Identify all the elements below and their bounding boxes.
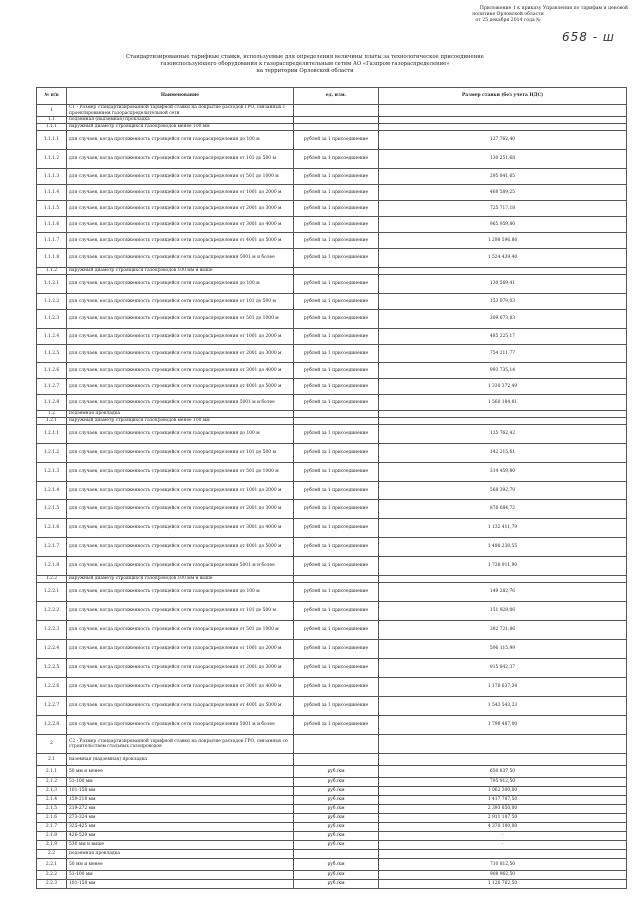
row-rate: 725 717,18 bbox=[379, 201, 627, 217]
table-row bbox=[37, 659, 627, 678]
row-unit: рублей за 1 присоединение bbox=[294, 379, 379, 395]
row-name: для случаев, когда протяженность строящейся сети газораспределения от 2001 до 3000 м bbox=[67, 345, 294, 363]
table-row bbox=[37, 576, 627, 583]
row-number: 2.1.5 bbox=[37, 805, 67, 814]
table-row bbox=[37, 395, 627, 411]
row-name: подземная (надземная) прокладка bbox=[67, 117, 294, 124]
row-rate: 795 912,50 bbox=[379, 778, 627, 787]
row-rate: 1 126 762,50 bbox=[379, 880, 627, 889]
row-rate: - bbox=[379, 832, 627, 841]
row-rate: 4 370 100,00 bbox=[379, 823, 627, 832]
row-number: 1.2.1 bbox=[37, 418, 67, 425]
table-row bbox=[37, 735, 627, 754]
table-row bbox=[37, 411, 627, 418]
row-number: 1.2.1.1 bbox=[37, 425, 67, 444]
row-name: 50 мм и менее bbox=[67, 859, 294, 871]
row-name: 325-425 мм bbox=[67, 823, 294, 832]
row-rate: 151 928,06 bbox=[379, 602, 627, 621]
row-unit: рублей за 1 присоединение bbox=[294, 169, 379, 185]
row-name: 159-218 мм bbox=[67, 796, 294, 805]
row-unit bbox=[294, 268, 379, 275]
row-name: для случаев, когда протяженность строящейся сети газораспределения до 100 м bbox=[67, 583, 294, 602]
table-body bbox=[37, 105, 627, 889]
row-unit: рублей за 1 присоединение bbox=[294, 678, 379, 697]
row-unit: рублей за 1 присоединение bbox=[294, 425, 379, 444]
table-row bbox=[37, 538, 627, 557]
row-number: 1.1.1.5 bbox=[37, 201, 67, 217]
row-number: 1.2.2.7 bbox=[37, 697, 67, 716]
row-unit: рублей за 1 присоединение bbox=[294, 716, 379, 735]
row-rate: 295 841,65 bbox=[379, 169, 627, 185]
column-header-unit: ед. изм. bbox=[294, 88, 379, 105]
row-number: 1.1.1.2 bbox=[37, 150, 67, 169]
column-header-name: Наименование bbox=[67, 88, 294, 105]
row-name: для случаев, когда протяженность строящейся сети газораспределения от 2001 до 3000 м bbox=[67, 201, 294, 217]
row-unit bbox=[294, 411, 379, 418]
row-number: 1.1.1.4 bbox=[37, 185, 67, 201]
row-name: наружный диаметр строящихся газопроводов менее 100 мм bbox=[67, 124, 294, 131]
row-name: 51-100 мм bbox=[67, 778, 294, 787]
table-row bbox=[37, 602, 627, 621]
row-number: 1.1.2.2 bbox=[37, 294, 67, 310]
table-row bbox=[37, 329, 627, 345]
table-header-row bbox=[37, 88, 627, 105]
table-row bbox=[37, 379, 627, 395]
row-name: 530 мм и выше bbox=[67, 841, 294, 850]
row-number: 2.1.6 bbox=[37, 814, 67, 823]
row-rate: 382 721,86 bbox=[379, 621, 627, 640]
row-unit: рублей за 1 присоединение bbox=[294, 275, 379, 294]
row-name: для случаев, когда протяженность строящейся сети газораспределения от 2001 до 3000 м bbox=[67, 500, 294, 519]
row-number: 1.2 bbox=[37, 411, 67, 418]
table-row bbox=[37, 766, 627, 778]
row-unit: рублей за 1 присоединение bbox=[294, 538, 379, 557]
handwritten-number: 658 - ш bbox=[562, 30, 615, 44]
row-number: 1.2.2.4 bbox=[37, 640, 67, 659]
row-number: 1.2.2 bbox=[37, 576, 67, 583]
row-number: 1.1.1.6 bbox=[37, 217, 67, 233]
row-number: 2.1.8 bbox=[37, 832, 67, 841]
table-row bbox=[37, 249, 627, 268]
row-unit: рублей за 1 присоединение bbox=[294, 482, 379, 500]
row-rate bbox=[379, 124, 627, 131]
row-name: С2 - Размер стандартизированной тарифной ставки на покрытие расходов ГРО, связанных со строительством стальных газопроводов bbox=[67, 735, 294, 754]
row-unit: руб./км bbox=[294, 814, 379, 823]
row-number: 1.1.2.5 bbox=[37, 345, 67, 363]
row-rate: 908 962,50 bbox=[379, 871, 627, 880]
table-row bbox=[37, 275, 627, 294]
row-rate: 650 837,50 bbox=[379, 766, 627, 778]
column-header-number: № п/п bbox=[37, 88, 67, 105]
row-unit bbox=[294, 754, 379, 766]
row-number: 1.2.1.3 bbox=[37, 463, 67, 482]
title-line-1: Стандартизированные тарифные ставки, используемые для определения величины платы за технологическое присоединение bbox=[126, 54, 484, 60]
row-name: для случаев, когда протяженность строящейся сети газораспределения от 101 до 500 м bbox=[67, 444, 294, 463]
row-name: для случаев, когда протяженность строящейся сети газораспределения до 100 м bbox=[67, 131, 294, 150]
table-row bbox=[37, 500, 627, 519]
row-rate bbox=[379, 117, 627, 124]
row-rate: 125 762,42 bbox=[379, 425, 627, 444]
row-rate: 1 178 637,34 bbox=[379, 678, 627, 697]
row-number: 1.2.1.2 bbox=[37, 444, 67, 463]
row-unit: рублей за 1 присоединение bbox=[294, 185, 379, 201]
row-unit: рублей за 1 присоединение bbox=[294, 310, 379, 329]
row-rate bbox=[379, 850, 627, 859]
row-name: для случаев, когда протяженность строящейся сети газораспределения 5001 м и более bbox=[67, 395, 294, 411]
row-unit bbox=[294, 576, 379, 583]
row-name: подземная прокладка bbox=[67, 411, 294, 418]
table-row bbox=[37, 150, 627, 169]
row-name: для случаев, когда протяженность строящейся сети газораспределения 5001 м и более bbox=[67, 557, 294, 576]
row-unit: руб./км bbox=[294, 880, 379, 889]
table-row bbox=[37, 463, 627, 482]
row-rate: 1 490 230,55 bbox=[379, 538, 627, 557]
row-rate: 153 079,03 bbox=[379, 294, 627, 310]
row-unit: руб./км bbox=[294, 823, 379, 832]
row-unit bbox=[294, 105, 379, 117]
table-row bbox=[37, 201, 627, 217]
row-rate: 1 417 787,50 bbox=[379, 796, 627, 805]
row-name: для случаев, когда протяженность строящейся сети газораспределения до 100 м bbox=[67, 425, 294, 444]
row-unit: рублей за 1 присоединение bbox=[294, 294, 379, 310]
table-row bbox=[37, 640, 627, 659]
row-number: 2 bbox=[37, 735, 67, 754]
table-row bbox=[37, 131, 627, 150]
row-number: 1.1.2.6 bbox=[37, 363, 67, 379]
row-name: 101-158 мм bbox=[67, 787, 294, 796]
row-rate: 596 115,99 bbox=[379, 640, 627, 659]
row-unit: рублей за 1 присоединение bbox=[294, 363, 379, 379]
row-number: 1.1.1 bbox=[37, 124, 67, 131]
table-row bbox=[37, 363, 627, 379]
row-number: 1.2.2.2 bbox=[37, 602, 67, 621]
row-rate: 142 215,61 bbox=[379, 444, 627, 463]
row-rate: 1 798 487,00 bbox=[379, 716, 627, 735]
header-line-2: политике Орловской области bbox=[472, 12, 544, 18]
row-name: для случаев, когда протяженность строящейся сети газораспределения от 1001 до 2000 м bbox=[67, 329, 294, 345]
row-number: 2.1.3 bbox=[37, 787, 67, 796]
row-number: 1 bbox=[37, 105, 67, 117]
table-row bbox=[37, 823, 627, 832]
row-name: 51-100 мм bbox=[67, 871, 294, 880]
row-rate: 1 330 372,49 bbox=[379, 379, 627, 395]
table-row bbox=[37, 310, 627, 329]
row-name: для случаев, когда протяженность строящейся сети газораспределения от 501 до 1000 м bbox=[67, 169, 294, 185]
table-row bbox=[37, 678, 627, 697]
row-rate bbox=[379, 418, 627, 425]
row-number: 1.2.2.1 bbox=[37, 583, 67, 602]
row-number: 2.1.7 bbox=[37, 823, 67, 832]
row-unit: рублей за 1 присоединение bbox=[294, 602, 379, 621]
row-number: 2.1 bbox=[37, 754, 67, 766]
row-rate: 2 911 187,50 bbox=[379, 814, 627, 823]
table-row bbox=[37, 345, 627, 363]
row-name: для случаев, когда протяженность строящейся сети газораспределения от 3001 до 4000 м bbox=[67, 678, 294, 697]
row-unit: руб./км bbox=[294, 796, 379, 805]
row-rate: 1 560 184,81 bbox=[379, 395, 627, 411]
row-unit bbox=[294, 117, 379, 124]
row-unit: руб./км bbox=[294, 832, 379, 841]
table-row bbox=[37, 754, 627, 766]
rates-table bbox=[36, 87, 627, 889]
row-rate: 149 282,76 bbox=[379, 583, 627, 602]
row-rate: 1 543 543,23 bbox=[379, 697, 627, 716]
row-number: 2.2.2 bbox=[37, 871, 67, 880]
row-number: 1.1.2.8 bbox=[37, 395, 67, 411]
row-number: 2.2.1 bbox=[37, 859, 67, 871]
row-name: для случаев, когда протяженность строящейся сети газораспределения от 501 до 1000 м bbox=[67, 463, 294, 482]
table-row bbox=[37, 621, 627, 640]
table-row bbox=[37, 787, 627, 796]
row-unit: руб./км bbox=[294, 859, 379, 871]
row-unit: рублей за 1 присоединение bbox=[294, 519, 379, 538]
header-line-1: Приложение 1 к приказу Управления по тарифам и ценовой bbox=[479, 6, 628, 11]
table-row bbox=[37, 418, 627, 425]
row-name: для случаев, когда протяженность строящейся сети газораспределения от 501 до 1000 м bbox=[67, 310, 294, 329]
table-row bbox=[37, 557, 627, 576]
row-name: для случаев, когда протяженность строящейся сети газораспределения от 1001 до 2000 м bbox=[67, 640, 294, 659]
row-number: 1.2.2.8 bbox=[37, 716, 67, 735]
row-number: 1.2.2.6 bbox=[37, 678, 67, 697]
row-name: для случаев, когда протяженность строящейся сети газораспределения от 3001 до 4000 м bbox=[67, 519, 294, 538]
document-title bbox=[70, 54, 540, 76]
row-rate: 993 735,14 bbox=[379, 363, 627, 379]
row-unit: рублей за 1 присоединение bbox=[294, 233, 379, 249]
row-name: для случаев, когда протяженность строящейся сети газораспределения от 501 до 1000 м bbox=[67, 621, 294, 640]
row-name: для случаев, когда протяженность строящейся сети газораспределения от 101 до 500 м bbox=[67, 602, 294, 621]
row-unit: рублей за 1 присоединение bbox=[294, 249, 379, 268]
row-number: 1.2.1.7 bbox=[37, 538, 67, 557]
row-unit: рублей за 1 присоединение bbox=[294, 621, 379, 640]
table-row bbox=[37, 841, 627, 850]
row-unit: рублей за 1 присоединение bbox=[294, 463, 379, 482]
row-name: для случаев, когда протяженность строящейся сети газораспределения от 4001 до 5000 м bbox=[67, 379, 294, 395]
table-row bbox=[37, 124, 627, 131]
row-unit: руб./км bbox=[294, 871, 379, 880]
row-name: наружный диаметр строящихся газопроводов менее 100 мм bbox=[67, 418, 294, 425]
row-unit: рублей за 1 присоединение bbox=[294, 395, 379, 411]
row-number: 1.1.2.7 bbox=[37, 379, 67, 395]
row-number: 1.1.1.3 bbox=[37, 169, 67, 185]
table-row bbox=[37, 859, 627, 871]
table-row bbox=[37, 482, 627, 500]
table-row bbox=[37, 444, 627, 463]
row-number: 1.1.2.3 bbox=[37, 310, 67, 329]
row-unit: рублей за 1 присоединение bbox=[294, 500, 379, 519]
table-row bbox=[37, 519, 627, 538]
row-rate: - bbox=[379, 841, 627, 850]
row-name: для случаев, когда протяженность строящейся сети газораспределения от 4001 до 5000 м bbox=[67, 697, 294, 716]
table-row bbox=[37, 850, 627, 859]
row-unit: руб./км bbox=[294, 787, 379, 796]
row-name: для случаев, когда протяженность строящейся сети газораспределения от 3001 до 4000 м bbox=[67, 217, 294, 233]
row-name: для случаев, когда протяженность строящейся сети газораспределения от 101 до 500 м bbox=[67, 150, 294, 169]
row-rate: 468 589,25 bbox=[379, 185, 627, 201]
row-rate: 1 062 300,00 bbox=[379, 787, 627, 796]
table-row bbox=[37, 796, 627, 805]
row-number: 2.1.4 bbox=[37, 796, 67, 805]
table-row bbox=[37, 233, 627, 249]
row-name: 426-529 мм bbox=[67, 832, 294, 841]
table-row bbox=[37, 814, 627, 823]
table-row bbox=[37, 268, 627, 275]
row-name: 219-272 мм bbox=[67, 805, 294, 814]
row-number: 1.1.1.7 bbox=[37, 233, 67, 249]
row-number: 1.1.1.8 bbox=[37, 249, 67, 268]
row-unit: рублей за 1 присоединение bbox=[294, 640, 379, 659]
row-rate: 485 225,17 bbox=[379, 329, 627, 345]
row-number: 1.2.2.5 bbox=[37, 659, 67, 678]
row-rate bbox=[379, 754, 627, 766]
row-number: 1.2.1.4 bbox=[37, 482, 67, 500]
row-rate: 1 298 596,86 bbox=[379, 233, 627, 249]
row-name: 273-324 мм bbox=[67, 814, 294, 823]
table-row bbox=[37, 294, 627, 310]
row-unit bbox=[294, 735, 379, 754]
row-rate bbox=[379, 576, 627, 583]
row-name: С1 - Размер стандартизированной тарифной ставки на покрытие расходов ГРО, связанных с проектированием газораспределительной сети bbox=[67, 105, 294, 117]
row-number: 1.1.2 bbox=[37, 268, 67, 275]
row-unit bbox=[294, 124, 379, 131]
row-name: наземная (надземная) прокладка bbox=[67, 754, 294, 766]
row-unit: рублей за 1 присоединение bbox=[294, 659, 379, 678]
row-name: наружный диаметр строящихся газопроводов 100 мм и выше bbox=[67, 268, 294, 275]
row-rate: 1 738 911,90 bbox=[379, 557, 627, 576]
title-line-3: на территории Орловской области bbox=[256, 68, 354, 75]
row-number: 2.1.2 bbox=[37, 778, 67, 787]
row-name: для случаев, когда протяженность строящейся сети газораспределения до 100 м bbox=[67, 275, 294, 294]
row-rate: 309 673,83 bbox=[379, 310, 627, 329]
row-rate bbox=[379, 268, 627, 275]
table-row bbox=[37, 117, 627, 124]
row-name: для случаев, когда протяженность строящейся сети газораспределения от 1001 до 2000 м bbox=[67, 482, 294, 500]
row-rate bbox=[379, 411, 627, 418]
row-number: 1.1.2.1 bbox=[37, 275, 67, 294]
row-rate: 876 684,72 bbox=[379, 500, 627, 519]
row-rate: 754 211,77 bbox=[379, 345, 627, 363]
row-number: 1.1.2.4 bbox=[37, 329, 67, 345]
row-unit: рублей за 1 присоединение bbox=[294, 201, 379, 217]
row-unit: руб./км bbox=[294, 805, 379, 814]
row-name: для случаев, когда протяженность строящейся сети газораспределения от 1001 до 2000 м bbox=[67, 185, 294, 201]
table-row bbox=[37, 871, 627, 880]
table-row bbox=[37, 105, 627, 117]
row-unit: рублей за 1 присоединение bbox=[294, 329, 379, 345]
row-unit: рублей за 1 присоединение bbox=[294, 583, 379, 602]
table-row bbox=[37, 716, 627, 735]
table-row bbox=[37, 832, 627, 841]
column-header-rate: Размер ставки (без учета НДС) bbox=[379, 88, 627, 105]
table-row bbox=[37, 217, 627, 233]
row-unit bbox=[294, 418, 379, 425]
row-unit: рублей за 1 присоединение bbox=[294, 557, 379, 576]
row-name: наружный диаметр строящихся газопроводов 100 мм и выше bbox=[67, 576, 294, 583]
row-rate: 1 524 439,40 bbox=[379, 249, 627, 268]
order-header bbox=[388, 6, 628, 25]
table-row bbox=[37, 805, 627, 814]
row-number: 1.2.1.8 bbox=[37, 557, 67, 576]
row-unit: рублей за 1 присоединение bbox=[294, 217, 379, 233]
table-row bbox=[37, 425, 627, 444]
table-row bbox=[37, 778, 627, 787]
row-rate bbox=[379, 735, 627, 754]
header-line-3: от 25 декабря 2014 года № bbox=[475, 18, 541, 24]
row-rate bbox=[379, 105, 627, 117]
row-number: 2.1.9 bbox=[37, 841, 67, 850]
row-number: 1.1 bbox=[37, 117, 67, 124]
row-rate: 314 459,80 bbox=[379, 463, 627, 482]
table-row bbox=[37, 169, 627, 185]
row-number: 1.1.1.1 bbox=[37, 131, 67, 150]
row-unit: руб./км bbox=[294, 766, 379, 778]
row-rate: 568 392,79 bbox=[379, 482, 627, 500]
row-unit: рублей за 1 присоединение bbox=[294, 697, 379, 716]
row-number: 2.2 bbox=[37, 850, 67, 859]
row-rate: 2 393 850,00 bbox=[379, 805, 627, 814]
row-name: для случаев, когда протяженность строящейся сети газораспределения 5001 м и более bbox=[67, 249, 294, 268]
title-line-2: газоиспользующего оборудования к газораспределительным сетям АО «Газпром газораспределение» bbox=[160, 61, 450, 68]
row-name: для случаев, когда протяженность строящейся сети газораспределения от 4001 до 5000 м bbox=[67, 538, 294, 557]
row-rate: 915 842,37 bbox=[379, 659, 627, 678]
row-unit: рублей за 1 присоединение bbox=[294, 150, 379, 169]
row-unit: руб./км bbox=[294, 778, 379, 787]
row-rate: 1 132 411,79 bbox=[379, 519, 627, 538]
row-name: подземная прокладка bbox=[67, 850, 294, 859]
row-name: для случаев, когда протяженность строящейся сети газораспределения от 4001 до 5000 м bbox=[67, 233, 294, 249]
row-unit: рублей за 1 присоединение bbox=[294, 444, 379, 463]
table-row bbox=[37, 697, 627, 716]
table-row bbox=[37, 880, 627, 889]
row-number: 1.2.1.6 bbox=[37, 519, 67, 538]
row-rate: 127 762,40 bbox=[379, 131, 627, 150]
row-name: 50 мм и менее bbox=[67, 766, 294, 778]
table-row bbox=[37, 583, 627, 602]
row-unit: рублей за 1 присоединение bbox=[294, 131, 379, 150]
row-rate: 130 569,41 bbox=[379, 275, 627, 294]
row-unit bbox=[294, 850, 379, 859]
row-rate: 130 251,68 bbox=[379, 150, 627, 169]
row-number: 2.1.1 bbox=[37, 766, 67, 778]
row-rate: 710 812,50 bbox=[379, 859, 627, 871]
row-unit: руб./км bbox=[294, 841, 379, 850]
table-row bbox=[37, 185, 627, 201]
row-rate: 965 959,80 bbox=[379, 217, 627, 233]
row-name: для случаев, когда протяженность строящейся сети газораспределения от 2001 до 3000 м bbox=[67, 659, 294, 678]
row-unit: рублей за 1 присоединение bbox=[294, 345, 379, 363]
row-name: для случаев, когда протяженность строящейся сети газораспределения 5001 м и более bbox=[67, 716, 294, 735]
row-number: 2.2.3 bbox=[37, 880, 67, 889]
row-number: 1.2.1.5 bbox=[37, 500, 67, 519]
row-name: для случаев, когда протяженность строящейся сети газораспределения от 101 до 500 м bbox=[67, 294, 294, 310]
row-number: 1.2.2.3 bbox=[37, 621, 67, 640]
row-name: 101-158 мм bbox=[67, 880, 294, 889]
row-name: для случаев, когда протяженность строящейся сети газораспределения от 3001 до 4000 м bbox=[67, 363, 294, 379]
